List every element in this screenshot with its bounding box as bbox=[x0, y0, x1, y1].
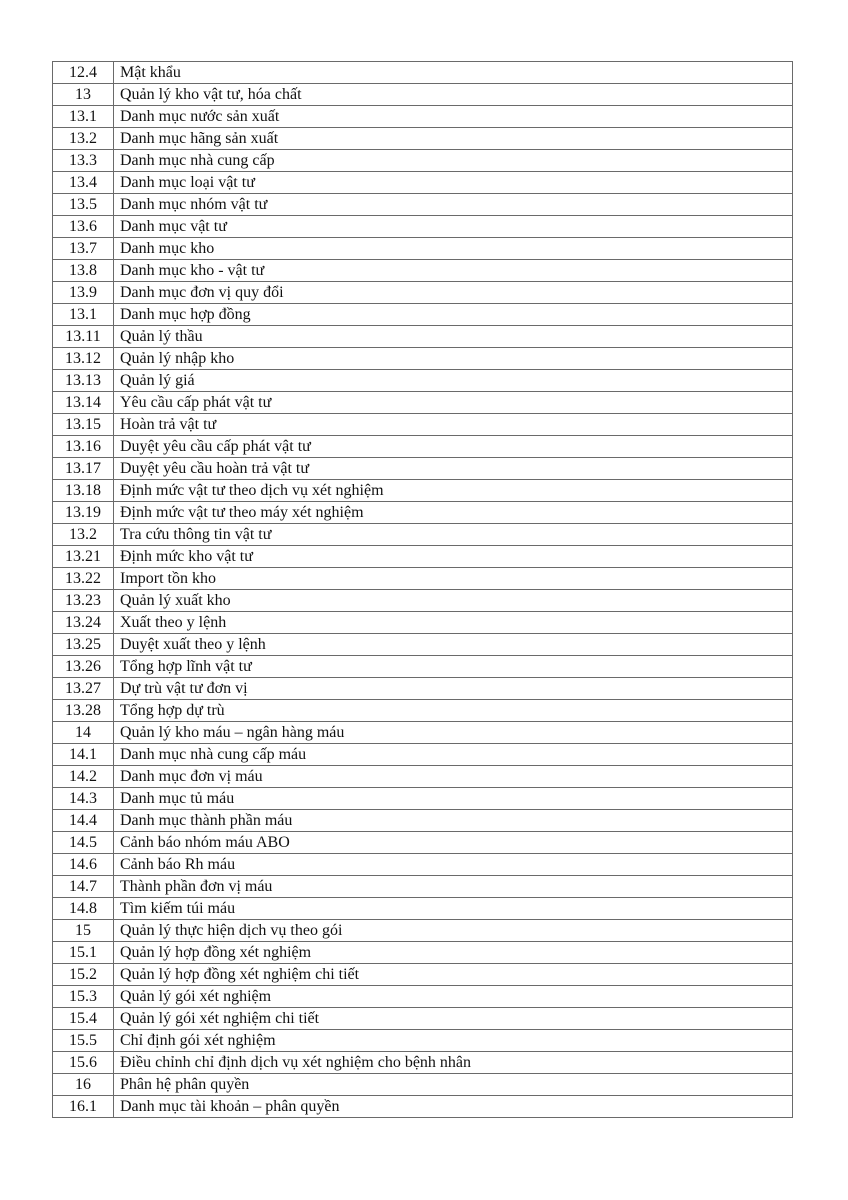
function-name: Thành phần đơn vị máu bbox=[114, 876, 793, 898]
table-row bbox=[53, 854, 793, 876]
row-number: 13.7 bbox=[53, 238, 114, 260]
table-row bbox=[53, 546, 793, 568]
row-number: 14.8 bbox=[53, 898, 114, 920]
function-name: Danh mục đơn vị máu bbox=[114, 766, 793, 788]
function-name: Danh mục thành phần máu bbox=[114, 810, 793, 832]
table-row bbox=[53, 678, 793, 700]
row-number: 13 bbox=[53, 84, 114, 106]
table-row bbox=[53, 304, 793, 326]
row-number: 15.5 bbox=[53, 1030, 114, 1052]
table-row bbox=[53, 260, 793, 282]
row-number: 13.2 bbox=[53, 128, 114, 150]
function-name: Danh mục tài khoản – phân quyền bbox=[114, 1096, 793, 1118]
row-number: 14.1 bbox=[53, 744, 114, 766]
function-name: Tổng hợp dự trù bbox=[114, 700, 793, 722]
table-row bbox=[53, 1030, 793, 1052]
row-number: 13.23 bbox=[53, 590, 114, 612]
table-row bbox=[53, 106, 793, 128]
function-name: Danh mục hợp đồng bbox=[114, 304, 793, 326]
row-number: 13.22 bbox=[53, 568, 114, 590]
row-number: 13.4 bbox=[53, 172, 114, 194]
table-row bbox=[53, 964, 793, 986]
row-number: 13.24 bbox=[53, 612, 114, 634]
row-number: 16.1 bbox=[53, 1096, 114, 1118]
row-number: 13.25 bbox=[53, 634, 114, 656]
function-name: Hoàn trả vật tư bbox=[114, 414, 793, 436]
row-number: 14.6 bbox=[53, 854, 114, 876]
table-row bbox=[53, 612, 793, 634]
function-name: Danh mục kho bbox=[114, 238, 793, 260]
row-number: 14.2 bbox=[53, 766, 114, 788]
row-number: 15.6 bbox=[53, 1052, 114, 1074]
function-name: Điều chỉnh chỉ định dịch vụ xét nghiệm cho bệnh nhân bbox=[114, 1052, 793, 1074]
function-name: Chỉ định gói xét nghiệm bbox=[114, 1030, 793, 1052]
row-number: 13.14 bbox=[53, 392, 114, 414]
function-name: Quản lý thực hiện dịch vụ theo gói bbox=[114, 920, 793, 942]
function-name: Quản lý hợp đồng xét nghiệm bbox=[114, 942, 793, 964]
table-row bbox=[53, 1096, 793, 1118]
row-number: 13.21 bbox=[53, 546, 114, 568]
table-row bbox=[53, 524, 793, 546]
table-row bbox=[53, 568, 793, 590]
row-number: 13.8 bbox=[53, 260, 114, 282]
row-number: 13.2 bbox=[53, 524, 114, 546]
table-row bbox=[53, 150, 793, 172]
row-number: 13.3 bbox=[53, 150, 114, 172]
function-name: Định mức vật tư theo máy xét nghiệm bbox=[114, 502, 793, 524]
table-row bbox=[53, 700, 793, 722]
function-name: Danh mục đơn vị quy đổi bbox=[114, 282, 793, 304]
row-number: 13.1 bbox=[53, 304, 114, 326]
function-name: Danh mục loại vật tư bbox=[114, 172, 793, 194]
row-number: 14.5 bbox=[53, 832, 114, 854]
function-name: Cảnh báo nhóm máu ABO bbox=[114, 832, 793, 854]
function-name: Danh mục tủ máu bbox=[114, 788, 793, 810]
table-row bbox=[53, 62, 793, 84]
function-list-body bbox=[53, 62, 793, 1118]
table-row bbox=[53, 480, 793, 502]
table-row bbox=[53, 1074, 793, 1096]
table-row bbox=[53, 436, 793, 458]
table-row bbox=[53, 634, 793, 656]
table-row bbox=[53, 920, 793, 942]
table-row bbox=[53, 766, 793, 788]
function-name: Danh mục vật tư bbox=[114, 216, 793, 238]
row-number: 13.5 bbox=[53, 194, 114, 216]
table-row bbox=[53, 326, 793, 348]
row-number: 13.28 bbox=[53, 700, 114, 722]
row-number: 15 bbox=[53, 920, 114, 942]
table-row bbox=[53, 172, 793, 194]
row-number: 13.9 bbox=[53, 282, 114, 304]
function-name: Định mức kho vật tư bbox=[114, 546, 793, 568]
function-name: Danh mục nhà cung cấp máu bbox=[114, 744, 793, 766]
table-row bbox=[53, 128, 793, 150]
row-number: 13.15 bbox=[53, 414, 114, 436]
function-name: Mật khẩu bbox=[114, 62, 793, 84]
row-number: 13.13 bbox=[53, 370, 114, 392]
function-name: Yêu cầu cấp phát vật tư bbox=[114, 392, 793, 414]
row-number: 16 bbox=[53, 1074, 114, 1096]
function-name: Duyệt yêu cầu cấp phát vật tư bbox=[114, 436, 793, 458]
function-name: Dự trù vật tư đơn vị bbox=[114, 678, 793, 700]
row-number: 13.11 bbox=[53, 326, 114, 348]
table-row bbox=[53, 1008, 793, 1030]
row-number: 14.3 bbox=[53, 788, 114, 810]
table-row bbox=[53, 370, 793, 392]
row-number: 13.19 bbox=[53, 502, 114, 524]
row-number: 13.27 bbox=[53, 678, 114, 700]
table-row bbox=[53, 656, 793, 678]
table-row bbox=[53, 238, 793, 260]
table-row bbox=[53, 832, 793, 854]
function-name: Quản lý thầu bbox=[114, 326, 793, 348]
function-name: Tra cứu thông tin vật tư bbox=[114, 524, 793, 546]
function-name: Quản lý kho vật tư, hóa chất bbox=[114, 84, 793, 106]
table-row bbox=[53, 84, 793, 106]
table-row bbox=[53, 392, 793, 414]
function-name: Duyệt xuất theo y lệnh bbox=[114, 634, 793, 656]
function-name: Tìm kiếm túi máu bbox=[114, 898, 793, 920]
row-number: 13.1 bbox=[53, 106, 114, 128]
table-row bbox=[53, 502, 793, 524]
table-row bbox=[53, 722, 793, 744]
table-row bbox=[53, 810, 793, 832]
table-row bbox=[53, 282, 793, 304]
table-row bbox=[53, 458, 793, 480]
row-number: 15.3 bbox=[53, 986, 114, 1008]
table-row bbox=[53, 788, 793, 810]
function-name: Xuất theo y lệnh bbox=[114, 612, 793, 634]
function-name: Danh mục hãng sản xuất bbox=[114, 128, 793, 150]
function-name: Quản lý hợp đồng xét nghiệm chi tiết bbox=[114, 964, 793, 986]
row-number: 13.17 bbox=[53, 458, 114, 480]
table-row bbox=[53, 744, 793, 766]
row-number: 14 bbox=[53, 722, 114, 744]
function-name: Quản lý kho máu – ngân hàng máu bbox=[114, 722, 793, 744]
table-row bbox=[53, 876, 793, 898]
function-name: Duyệt yêu cầu hoàn trả vật tư bbox=[114, 458, 793, 480]
function-name: Danh mục nhóm vật tư bbox=[114, 194, 793, 216]
table-row bbox=[53, 216, 793, 238]
table-row bbox=[53, 590, 793, 612]
table-row bbox=[53, 1052, 793, 1074]
table-row bbox=[53, 898, 793, 920]
function-name: Quản lý gói xét nghiệm bbox=[114, 986, 793, 1008]
row-number: 15.1 bbox=[53, 942, 114, 964]
function-name: Danh mục nước sản xuất bbox=[114, 106, 793, 128]
function-name: Tổng hợp lĩnh vật tư bbox=[114, 656, 793, 678]
function-name: Danh mục nhà cung cấp bbox=[114, 150, 793, 172]
table-row bbox=[53, 414, 793, 436]
row-number: 15.4 bbox=[53, 1008, 114, 1030]
function-name: Cảnh báo Rh máu bbox=[114, 854, 793, 876]
function-name: Danh mục kho - vật tư bbox=[114, 260, 793, 282]
row-number: 12.4 bbox=[53, 62, 114, 84]
function-list-table bbox=[52, 61, 793, 1118]
function-name: Import tồn kho bbox=[114, 568, 793, 590]
function-name: Quản lý xuất kho bbox=[114, 590, 793, 612]
row-number: 15.2 bbox=[53, 964, 114, 986]
table-row bbox=[53, 194, 793, 216]
function-name: Định mức vật tư theo dịch vụ xét nghiệm bbox=[114, 480, 793, 502]
function-name: Quản lý nhập kho bbox=[114, 348, 793, 370]
row-number: 13.6 bbox=[53, 216, 114, 238]
function-name: Quản lý gói xét nghiệm chi tiết bbox=[114, 1008, 793, 1030]
row-number: 14.4 bbox=[53, 810, 114, 832]
function-name: Phân hệ phân quyền bbox=[114, 1074, 793, 1096]
row-number: 13.26 bbox=[53, 656, 114, 678]
function-name: Quản lý giá bbox=[114, 370, 793, 392]
row-number: 13.12 bbox=[53, 348, 114, 370]
row-number: 13.18 bbox=[53, 480, 114, 502]
table-row bbox=[53, 348, 793, 370]
row-number: 14.7 bbox=[53, 876, 114, 898]
table-row bbox=[53, 942, 793, 964]
table-row bbox=[53, 986, 793, 1008]
row-number: 13.16 bbox=[53, 436, 114, 458]
